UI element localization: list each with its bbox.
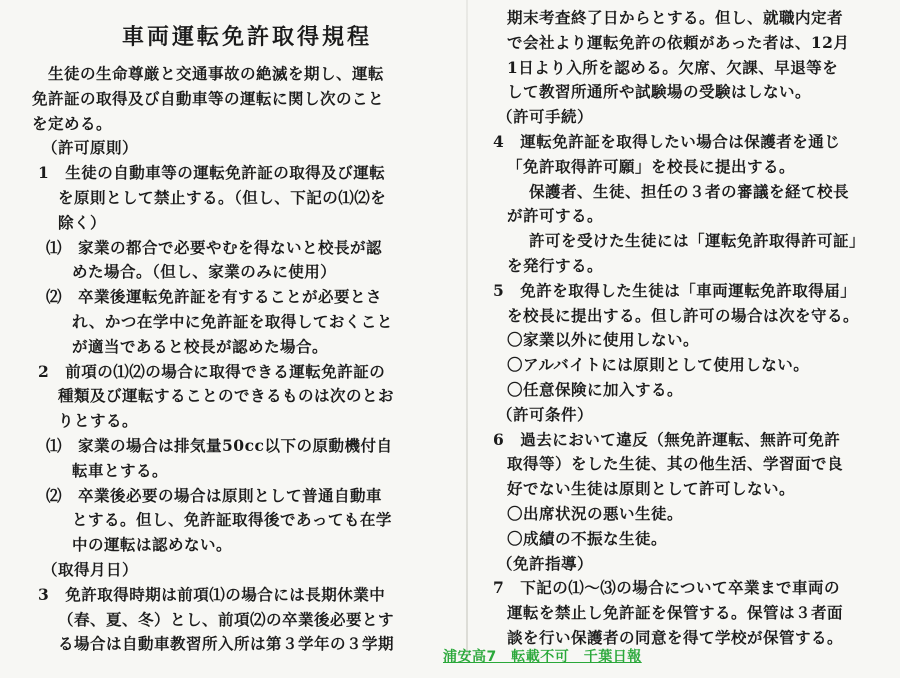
text-line: れ、かつ在学中に免許証を取得しておくこと: [72, 311, 393, 331]
text-line: （取得月日）: [42, 559, 139, 579]
document-title: 車両運転免許取得規程: [121, 24, 372, 50]
text-line: ⑴ 家業の都合で必要やむを得ないと校長が認: [46, 237, 383, 257]
text-line: 中の運転は認めない。: [72, 535, 233, 555]
text-line: を発行する。: [507, 255, 604, 275]
text-line: が許可する。: [507, 206, 604, 226]
text-line: 1 生徒の自動車等の運転免許証の取得及び運転: [38, 163, 386, 183]
text-line: 2 前項の⑴⑵の場合に取得できる運転免許証の: [38, 361, 386, 381]
text-line: 談を行い保護者の同意を得て学校が保管する。: [507, 627, 844, 647]
text-line: 種類及び運転することのできるものは次のとお: [58, 386, 395, 406]
text-line: 6 過去において違反（無免許運転、無許可免許: [493, 429, 841, 449]
text-line: 〇アルバイトには原則として使用しない。: [507, 355, 810, 375]
text-line: が適当であると校長が認めた場合。: [72, 336, 329, 356]
text-line: 〇成績の不振な生徒。: [507, 528, 668, 548]
text-line: （許可手続）: [497, 107, 594, 127]
text-line: 〇出席状況の悪い生徒。: [507, 503, 684, 523]
text-line: 免許証の取得及び自動車等の運転に関し次のこと: [32, 88, 385, 108]
text-line: ⑵ 卒業後必要の場合は原則として普通自動車: [46, 485, 383, 505]
text-line: 5 免許を取得した生徒は「車両運転免許取得届」: [493, 280, 857, 300]
text-line: とする。但し、免許証取得後であっても在学: [72, 510, 392, 530]
text-line: めた場合。（但し、家業のみに使用）: [72, 262, 337, 282]
text-line: 除く）: [58, 212, 107, 232]
text-line: （春、夏、冬）とし、前項⑵の卒業後必要とす: [58, 609, 395, 629]
text-line: ⑵ 卒業後運転免許証を有することが必要とさ: [46, 287, 383, 307]
credit-caption: 浦安高7 転載不可 千葉日報: [443, 649, 642, 665]
text-line: 取得等）をした生徒、其の他生活、学習面で良: [507, 454, 844, 474]
text-line: を校長に提出する。但し許可の場合は次を守る。: [507, 305, 860, 325]
text-line: して教習所通所や試験場の受験はしない。: [507, 82, 812, 102]
text-line: （免許指導）: [497, 553, 594, 573]
left-column: [32, 22, 442, 657]
text-line: 転車とする。: [72, 460, 169, 480]
text-line: 生徒の生命尊厳と交通事故の絶滅を期し、運転: [32, 64, 385, 83]
text-line: 期末考査終了日からとする。但し、就職内定者: [507, 8, 844, 27]
text-line: 3 免許取得時期は前項⑴の場合には長期休業中: [38, 584, 386, 604]
text-line: 保護者、生徒、担任の３者の審議を経て校長: [529, 181, 850, 201]
text-line: （許可原則）: [42, 138, 139, 158]
column-divider: [466, 0, 468, 660]
right-column: [487, 6, 892, 651]
text-line: 許可を受けた生徒には「運転免許取得許可証」: [529, 231, 866, 251]
text-line: 4 運転免許証を取得したい場合は保護者を通じ: [493, 131, 841, 151]
text-line: （許可条件）: [497, 404, 594, 424]
text-line: 〇任意保険に加入する。: [507, 379, 684, 399]
text-line: ⑴ 家業の場合は排気量50cc以下の原動機付自: [46, 435, 393, 455]
right-column-text: [487, 6, 892, 651]
text-line: りとする。: [58, 411, 139, 431]
text-line: 〇家業以外に使用しない。: [507, 330, 700, 350]
text-line: 「免許取得許可願」を校長に提出する。: [507, 156, 796, 176]
text-line: 1日より入所を認める。欠席、欠課、早退等を: [507, 57, 839, 77]
text-line: る場合は自動車教習所入所は第３学年の３学期: [58, 634, 395, 654]
left-column-text: [32, 62, 442, 657]
text-line: を原則として禁止する。（但し、下記の⑴⑵を: [58, 187, 387, 207]
text-line: で会社より運転免許の依頼があった者は、12月: [507, 32, 850, 52]
text-line: 好でない生徒は原則として許可しない。: [507, 479, 796, 499]
text-line: を定める。: [32, 113, 113, 133]
text-line: 7 下記の⑴〜⑶の場合について卒業まで車両の: [493, 578, 840, 598]
text-line: 運転を禁止し免許証を保管する。保管は３者面: [507, 603, 844, 623]
